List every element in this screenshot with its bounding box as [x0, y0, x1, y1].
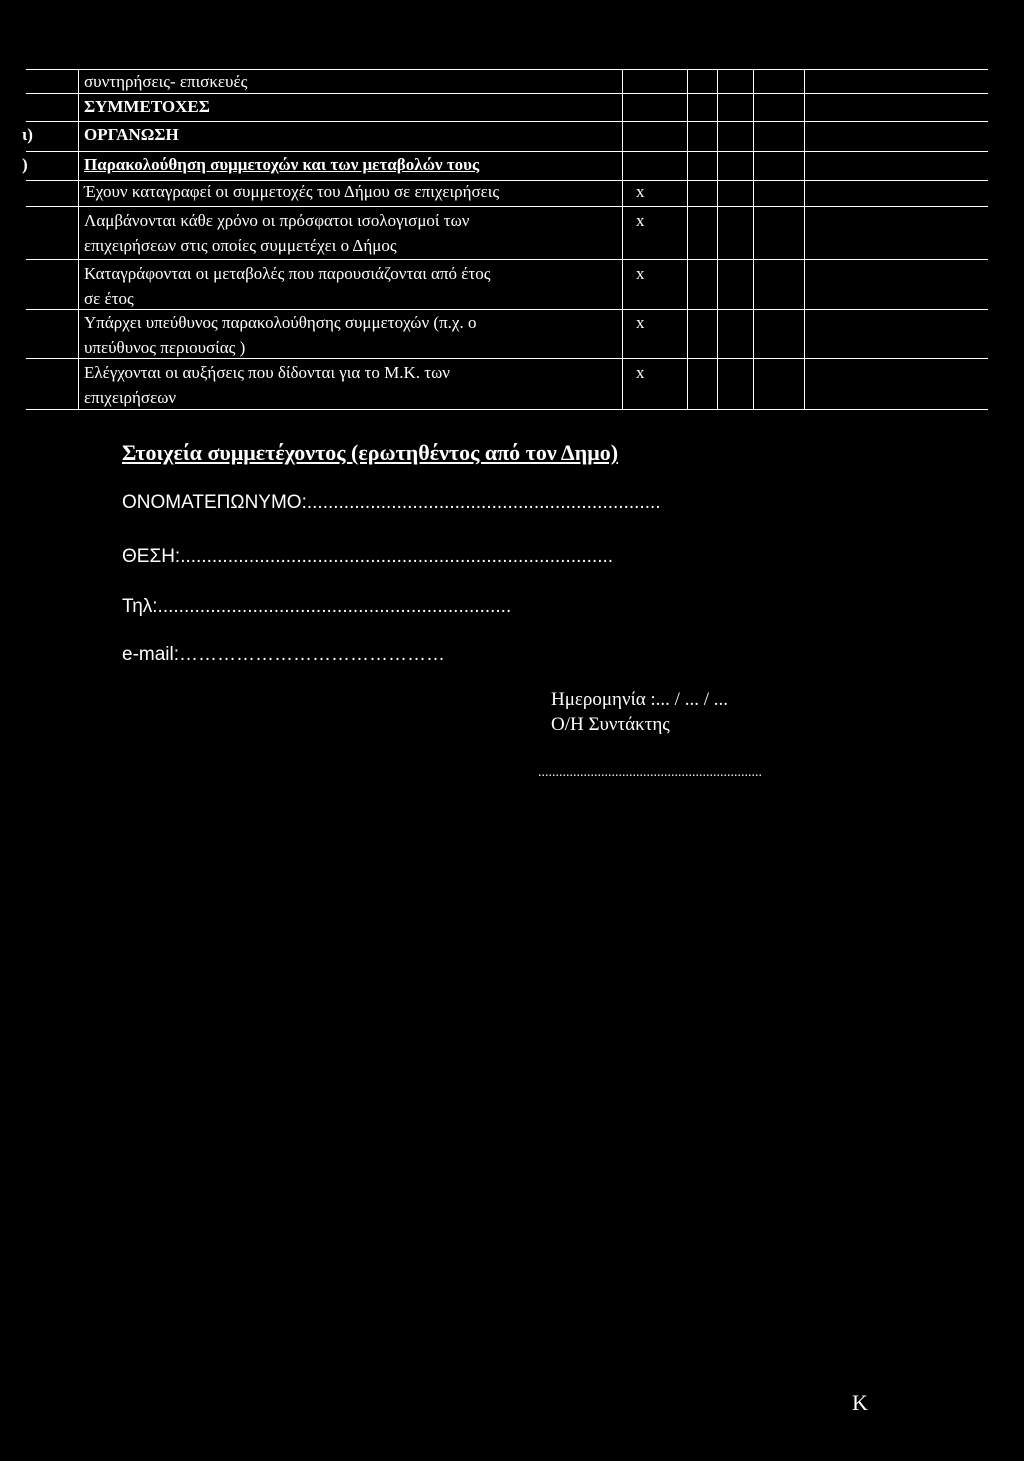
date-field: Ημερομηνία :... / ... / ... — [551, 689, 728, 710]
column-divider — [622, 69, 623, 409]
row-number: ι) — [22, 125, 33, 144]
table-cell-text: Παρακολούθηση συμμετοχών και των μεταβολών τους — [84, 155, 480, 174]
table-cell-text: ΣΥΜΜΕΤΟΧΕΣ — [84, 97, 210, 116]
row-divider — [26, 259, 988, 260]
check-mark: x — [636, 313, 645, 332]
column-divider — [717, 69, 718, 409]
table-bottom-border — [26, 409, 988, 410]
phone-field: Τηλ:................................................................... — [122, 596, 512, 617]
column-divider — [804, 69, 805, 409]
table-cell-text: σε έτος — [84, 289, 134, 308]
table-cell-text: συντηρήσεις- επισκευές — [84, 72, 248, 91]
signature-line: ................................................................ — [538, 765, 762, 780]
row-divider — [26, 121, 988, 122]
participant-section-title: Στοιχεία συμμετέχοντος (ερωτηθέντος από τον Δημο) — [122, 440, 619, 465]
table-cell-text: υπεύθυνος περιουσίας ) — [84, 338, 246, 357]
check-mark: x — [636, 363, 645, 382]
row-divider — [26, 93, 988, 94]
column-divider — [78, 69, 79, 409]
author-label: Ο/Η Συντάκτης — [551, 714, 670, 735]
table-cell-text: Καταγράφονται οι μεταβολές που παρουσιάζονται από έτος — [84, 264, 491, 283]
table-cell-text: επιχειρήσεων στις οποίες συμμετέχει ο Δήμος — [84, 236, 397, 255]
column-divider — [753, 69, 754, 409]
table-cell-text: Έχουν καταγραφεί οι συμμετοχές του Δήμου σε επιχειρήσεις — [84, 182, 500, 201]
position-field: ΘΕΣΗ:.................................................................................. — [122, 546, 614, 567]
table-cell-text: Ελέγχονται οι αυξήσεις που δίδονται για το Μ.Κ. των — [84, 363, 450, 382]
table-cell-text: επιχειρήσεων — [84, 388, 177, 407]
check-mark: x — [636, 264, 645, 283]
row-divider — [26, 206, 988, 207]
table-cell-text: ΟΡΓΑΝΩΣΗ — [84, 125, 179, 144]
table-cell-text: Λαμβάνονται κάθε χρόνο οι πρόσφατοι ισολογισμοί των — [84, 211, 470, 230]
row-divider — [26, 151, 988, 152]
name-field: ΟΝΟΜΑΤΕΠΩΝΥΜΟ:................................................................... — [122, 492, 661, 513]
row-number: ) — [22, 155, 28, 174]
page-marker: Κ — [852, 1390, 868, 1415]
column-divider — [687, 69, 688, 409]
email-field: e-mail:…………………………………… — [122, 644, 446, 665]
check-mark: x — [636, 211, 645, 230]
table-cell-text: Υπάρχει υπεύθυνος παρακολούθησης συμμετοχών (π.χ. ο — [84, 313, 477, 332]
check-mark: x — [636, 182, 645, 201]
